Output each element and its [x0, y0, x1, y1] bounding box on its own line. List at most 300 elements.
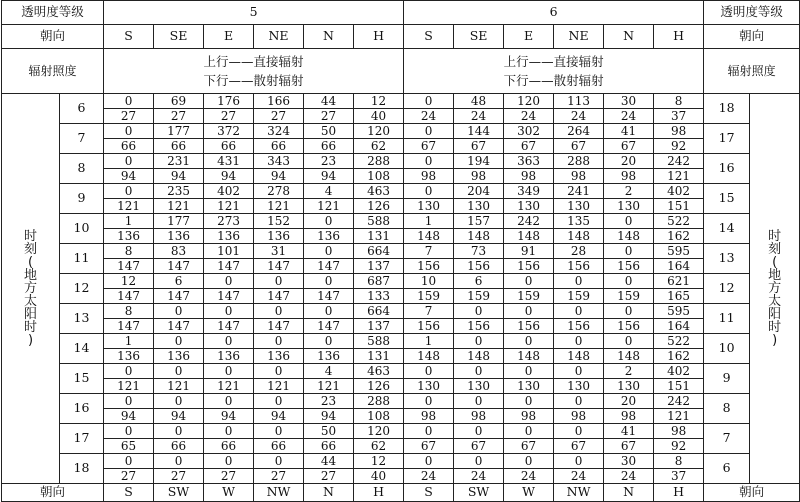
direct-value: 0 — [504, 424, 554, 439]
hour-cell-right: 12 — [704, 274, 750, 304]
orientation-header-row — [2, 25, 800, 49]
direct-value: 44 — [304, 454, 354, 469]
direct-value: 0 — [404, 454, 454, 469]
direct-row — [2, 334, 800, 349]
direction-header: H — [654, 25, 704, 49]
direct-value: 101 — [204, 244, 254, 259]
diffuse-value: 136 — [104, 349, 154, 364]
diffuse-value: 27 — [154, 469, 204, 484]
direct-value: 0 — [604, 274, 654, 289]
direction-header: S — [104, 25, 154, 49]
direction-footer: H — [654, 484, 704, 502]
direct-value: 10 — [404, 274, 454, 289]
hour-cell: 11 — [60, 244, 104, 274]
direct-value: 1 — [404, 214, 454, 229]
direct-value: 1 — [404, 334, 454, 349]
diffuse-value: 131 — [354, 229, 404, 244]
direction-footer: NW — [554, 484, 604, 502]
diffuse-value: 27 — [204, 109, 254, 124]
direct-row — [2, 214, 800, 229]
diffuse-value: 94 — [304, 169, 354, 184]
hour-cell-right: 15 — [704, 184, 750, 214]
diffuse-value: 67 — [454, 439, 504, 454]
direct-value: 0 — [504, 304, 554, 319]
direct-value: 12 — [104, 274, 154, 289]
diffuse-value: 148 — [504, 349, 554, 364]
time-label-char: ( — [772, 255, 778, 270]
diffuse-value: 136 — [304, 349, 354, 364]
diffuse-value: 156 — [454, 319, 504, 334]
hour-cell: 15 — [60, 364, 104, 394]
direct-value: 0 — [154, 394, 204, 409]
diffuse-value: 126 — [354, 379, 404, 394]
direct-value: 687 — [354, 274, 404, 289]
direct-value: 288 — [354, 394, 404, 409]
direct-value: 73 — [454, 244, 504, 259]
time-label-char: 阳 — [23, 307, 37, 322]
diffuse-value: 62 — [354, 139, 404, 154]
direct-value: 0 — [254, 334, 304, 349]
direction-footer: S — [404, 484, 454, 502]
hour-cell: 6 — [60, 94, 104, 124]
diffuse-value: 121 — [104, 199, 154, 214]
direct-value: 0 — [154, 424, 204, 439]
direct-value: 0 — [104, 124, 154, 139]
diffuse-value: 27 — [104, 109, 154, 124]
direct-value: 0 — [104, 454, 154, 469]
diffuse-value: 66 — [304, 139, 354, 154]
direct-value: 30 — [604, 94, 654, 109]
diffuse-row — [2, 349, 800, 364]
direct-value: 12 — [354, 94, 404, 109]
direct-value: 0 — [104, 424, 154, 439]
direct-value: 0 — [404, 184, 454, 199]
direction-footer: NW — [254, 484, 304, 502]
direct-value: 0 — [204, 364, 254, 379]
orientation-label-right: 朝向 — [704, 25, 800, 49]
direct-value: 120 — [504, 94, 554, 109]
diffuse-value: 121 — [654, 409, 704, 424]
diffuse-value: 156 — [404, 319, 454, 334]
direct-value: 6 — [454, 274, 504, 289]
direct-value: 302 — [504, 124, 554, 139]
hour-cell: 7 — [60, 124, 104, 154]
direct-value: 0 — [454, 424, 504, 439]
diffuse-value: 40 — [354, 469, 404, 484]
grade-label-left: 透明度等级 — [2, 1, 104, 25]
grade-label-right: 透明度等级 — [704, 1, 800, 25]
diffuse-value: 133 — [354, 289, 404, 304]
diffuse-value: 147 — [104, 259, 154, 274]
direct-value: 595 — [654, 304, 704, 319]
direct-value: 0 — [554, 424, 604, 439]
legend-grade-6 — [404, 49, 704, 94]
direction-header: SE — [154, 25, 204, 49]
direct-value: 0 — [454, 454, 504, 469]
diffuse-value: 130 — [554, 379, 604, 394]
diffuse-value: 147 — [304, 319, 354, 334]
direct-value: 0 — [504, 394, 554, 409]
direct-value: 0 — [604, 304, 654, 319]
diffuse-value: 136 — [104, 229, 154, 244]
direct-value: 0 — [204, 304, 254, 319]
direct-value: 0 — [554, 394, 604, 409]
direct-value: 588 — [354, 214, 404, 229]
hour-cell-right: 18 — [704, 94, 750, 124]
time-label-char: 时 — [23, 229, 37, 244]
time-label-char: 太 — [23, 294, 37, 309]
diffuse-value: 66 — [154, 139, 204, 154]
orientation-label-left: 朝向 — [2, 25, 104, 49]
direct-value: 343 — [254, 154, 304, 169]
direction-header: NE — [554, 25, 604, 49]
diffuse-value: 159 — [454, 289, 504, 304]
legend-diffuse: 下行——散射辐射 — [203, 73, 304, 88]
irradiance-legend-row — [2, 49, 800, 94]
direct-value: 463 — [354, 184, 404, 199]
diffuse-row — [2, 139, 800, 154]
diffuse-value: 147 — [304, 289, 354, 304]
diffuse-value: 24 — [454, 469, 504, 484]
direct-value: 231 — [154, 154, 204, 169]
direct-value: 177 — [154, 214, 204, 229]
direct-value: 7 — [404, 304, 454, 319]
legend-diffuse: 下行——散射辐射 — [503, 73, 604, 88]
hour-cell-right: 9 — [704, 364, 750, 394]
diffuse-value: 66 — [104, 139, 154, 154]
direct-value: 8 — [654, 94, 704, 109]
direct-value: 522 — [654, 214, 704, 229]
diffuse-value: 130 — [404, 379, 454, 394]
direct-value: 120 — [354, 424, 404, 439]
diffuse-value: 151 — [654, 199, 704, 214]
direct-value: 194 — [454, 154, 504, 169]
direct-value: 0 — [404, 394, 454, 409]
direct-value: 402 — [204, 184, 254, 199]
direct-row — [2, 394, 800, 409]
diffuse-value: 94 — [304, 409, 354, 424]
diffuse-value: 156 — [454, 259, 504, 274]
direct-value: 522 — [654, 334, 704, 349]
direct-value: 273 — [204, 214, 254, 229]
direct-value: 0 — [254, 454, 304, 469]
diffuse-value: 66 — [204, 439, 254, 454]
direct-value: 176 — [204, 94, 254, 109]
direct-value: 463 — [354, 364, 404, 379]
direct-value: 135 — [554, 214, 604, 229]
direct-value: 0 — [104, 154, 154, 169]
direct-value: 402 — [654, 364, 704, 379]
direction-header: N — [604, 25, 654, 49]
direct-value: 0 — [504, 334, 554, 349]
diffuse-value: 130 — [504, 379, 554, 394]
diffuse-value: 24 — [604, 109, 654, 124]
direct-value: 0 — [404, 94, 454, 109]
direct-value: 0 — [304, 214, 354, 229]
diffuse-value: 147 — [254, 319, 304, 334]
direct-value: 12 — [354, 454, 404, 469]
diffuse-value: 121 — [204, 379, 254, 394]
diffuse-value: 165 — [654, 289, 704, 304]
diffuse-value: 121 — [154, 379, 204, 394]
diffuse-value: 159 — [604, 289, 654, 304]
direct-value: 0 — [304, 334, 354, 349]
time-label-char: ) — [27, 333, 34, 348]
diffuse-value: 136 — [254, 229, 304, 244]
diffuse-value: 67 — [504, 439, 554, 454]
diffuse-value: 24 — [404, 109, 454, 124]
time-label-char: 时 — [23, 320, 37, 335]
diffuse-value: 162 — [654, 349, 704, 364]
diffuse-value: 98 — [404, 169, 454, 184]
diffuse-value: 148 — [504, 229, 554, 244]
diffuse-value: 147 — [254, 259, 304, 274]
diffuse-value: 121 — [104, 379, 154, 394]
hour-cell: 10 — [60, 214, 104, 244]
diffuse-value: 147 — [154, 289, 204, 304]
diffuse-value: 94 — [154, 169, 204, 184]
direct-value: 41 — [604, 124, 654, 139]
direct-value: 166 — [254, 94, 304, 109]
diffuse-value: 24 — [554, 469, 604, 484]
direct-value: 588 — [354, 334, 404, 349]
diffuse-row — [2, 409, 800, 424]
direct-value: 0 — [104, 364, 154, 379]
time-axis-label-left — [2, 94, 60, 484]
diffuse-row — [2, 109, 800, 124]
hour-cell: 13 — [60, 304, 104, 334]
hour-cell-right: 8 — [704, 394, 750, 424]
direct-value: 0 — [254, 394, 304, 409]
direct-value: 48 — [454, 94, 504, 109]
time-label-char: 地 — [23, 268, 37, 283]
diffuse-row — [2, 289, 800, 304]
irradiance-label-right: 辐射照度 — [704, 49, 800, 94]
diffuse-value: 156 — [504, 259, 554, 274]
direct-value: 0 — [204, 274, 254, 289]
diffuse-value: 136 — [254, 349, 304, 364]
hour-cell-right: 10 — [704, 334, 750, 364]
hour-cell-right: 17 — [704, 124, 750, 154]
diffuse-value: 148 — [454, 229, 504, 244]
direct-value: 324 — [254, 124, 304, 139]
direct-value: 23 — [304, 154, 354, 169]
diffuse-value: 156 — [604, 319, 654, 334]
diffuse-value: 148 — [404, 229, 454, 244]
diffuse-value: 94 — [104, 169, 154, 184]
orientation-footer-row — [2, 484, 800, 502]
direct-value: 152 — [254, 214, 304, 229]
direction-footer: SW — [454, 484, 504, 502]
diffuse-value: 148 — [454, 349, 504, 364]
orientation-label-bottom-right: 朝向 — [704, 484, 800, 502]
direct-value: 144 — [454, 124, 504, 139]
direct-value: 4 — [304, 184, 354, 199]
diffuse-value: 65 — [104, 439, 154, 454]
direct-value: 44 — [304, 94, 354, 109]
direct-row — [2, 184, 800, 199]
diffuse-value: 24 — [454, 109, 504, 124]
grade-header-row — [2, 1, 800, 25]
direct-value: 235 — [154, 184, 204, 199]
diffuse-value: 136 — [154, 229, 204, 244]
irradiance-label-left: 辐射照度 — [2, 49, 104, 94]
diffuse-value: 67 — [404, 139, 454, 154]
diffuse-value: 131 — [354, 349, 404, 364]
direct-value: 20 — [604, 394, 654, 409]
diffuse-value: 66 — [304, 439, 354, 454]
direct-row — [2, 424, 800, 439]
direct-value: 83 — [154, 244, 204, 259]
direct-value: 278 — [254, 184, 304, 199]
direct-row — [2, 304, 800, 319]
legend-direct: 上行——直接辐射 — [503, 54, 604, 69]
hour-cell-right: 7 — [704, 424, 750, 454]
diffuse-value: 27 — [304, 109, 354, 124]
direction-footer: N — [604, 484, 654, 502]
time-label-char: 太 — [768, 294, 782, 309]
diffuse-value: 147 — [104, 319, 154, 334]
time-label-char: 地 — [768, 268, 782, 283]
direction-header: E — [504, 25, 554, 49]
diffuse-value: 148 — [554, 229, 604, 244]
direct-value: 0 — [404, 154, 454, 169]
time-label-char: 时 — [768, 229, 782, 244]
direct-value: 242 — [654, 394, 704, 409]
diffuse-value: 98 — [454, 169, 504, 184]
diffuse-value: 98 — [404, 409, 454, 424]
direct-value: 0 — [604, 334, 654, 349]
direct-value: 157 — [454, 214, 504, 229]
diffuse-value: 147 — [104, 289, 154, 304]
hour-cell: 14 — [60, 334, 104, 364]
direct-value: 0 — [104, 94, 154, 109]
diffuse-value: 130 — [404, 199, 454, 214]
diffuse-value: 24 — [504, 109, 554, 124]
direct-value: 0 — [254, 304, 304, 319]
direction-footer: W — [504, 484, 554, 502]
diffuse-value: 159 — [504, 289, 554, 304]
direct-value: 595 — [654, 244, 704, 259]
diffuse-value: 130 — [604, 379, 654, 394]
direct-row — [2, 154, 800, 169]
diffuse-value: 98 — [604, 169, 654, 184]
direct-value: 31 — [254, 244, 304, 259]
direct-value: 30 — [604, 454, 654, 469]
time-label-char: ) — [772, 333, 778, 348]
diffuse-value: 137 — [354, 259, 404, 274]
time-axis-label-right — [750, 94, 800, 484]
diffuse-value: 92 — [654, 439, 704, 454]
direct-value: 0 — [404, 124, 454, 139]
direct-value: 4 — [304, 364, 354, 379]
diffuse-value: 94 — [154, 409, 204, 424]
diffuse-value: 94 — [254, 409, 304, 424]
hour-cell-right: 13 — [704, 244, 750, 274]
diffuse-value: 156 — [604, 259, 654, 274]
diffuse-value: 98 — [454, 409, 504, 424]
diffuse-value: 130 — [554, 199, 604, 214]
direction-footer: H — [354, 484, 404, 502]
diffuse-value: 98 — [504, 169, 554, 184]
diffuse-value: 130 — [454, 379, 504, 394]
diffuse-value: 147 — [254, 289, 304, 304]
direct-value: 0 — [154, 334, 204, 349]
direct-value: 50 — [304, 124, 354, 139]
diffuse-value: 27 — [254, 469, 304, 484]
hour-cell-right: 6 — [704, 454, 750, 484]
diffuse-value: 156 — [554, 259, 604, 274]
direct-value: 0 — [254, 274, 304, 289]
direct-value: 113 — [554, 94, 604, 109]
direct-value: 0 — [154, 304, 204, 319]
diffuse-row — [2, 469, 800, 484]
diffuse-value: 67 — [554, 139, 604, 154]
diffuse-value: 24 — [604, 469, 654, 484]
diffuse-value: 162 — [654, 229, 704, 244]
solar-radiation-table — [1, 0, 800, 502]
direct-value: 0 — [504, 274, 554, 289]
hour-cell: 12 — [60, 274, 104, 304]
time-label-char: 刻 — [23, 242, 37, 257]
diffuse-row — [2, 379, 800, 394]
diffuse-value: 66 — [254, 139, 304, 154]
diffuse-value: 130 — [604, 199, 654, 214]
direct-value: 1 — [104, 334, 154, 349]
direct-value: 363 — [504, 154, 554, 169]
direction-header: N — [304, 25, 354, 49]
diffuse-row — [2, 229, 800, 244]
diffuse-value: 94 — [254, 169, 304, 184]
direct-value: 664 — [354, 244, 404, 259]
direct-value: 0 — [504, 454, 554, 469]
direct-value: 98 — [654, 424, 704, 439]
diffuse-value: 66 — [154, 439, 204, 454]
direct-value: 0 — [404, 424, 454, 439]
diffuse-value: 121 — [154, 199, 204, 214]
diffuse-value: 24 — [504, 469, 554, 484]
diffuse-value: 121 — [254, 379, 304, 394]
diffuse-value: 62 — [354, 439, 404, 454]
diffuse-value: 136 — [304, 229, 354, 244]
diffuse-value: 108 — [354, 409, 404, 424]
direct-value: 0 — [204, 394, 254, 409]
diffuse-row — [2, 199, 800, 214]
diffuse-row — [2, 439, 800, 454]
diffuse-value: 67 — [604, 439, 654, 454]
diffuse-value: 24 — [404, 469, 454, 484]
direct-value: 0 — [104, 184, 154, 199]
direction-footer: SW — [154, 484, 204, 502]
diffuse-row — [2, 319, 800, 334]
direct-value: 23 — [304, 394, 354, 409]
hour-cell-right: 16 — [704, 154, 750, 184]
diffuse-value: 147 — [204, 319, 254, 334]
diffuse-value: 66 — [204, 139, 254, 154]
direct-value: 2 — [604, 184, 654, 199]
diffuse-value: 27 — [204, 469, 254, 484]
direction-header: E — [204, 25, 254, 49]
diffuse-value: 159 — [404, 289, 454, 304]
direct-value: 242 — [654, 154, 704, 169]
legend-grade-5 — [104, 49, 404, 94]
orientation-label-bottom-left: 朝向 — [2, 484, 104, 502]
diffuse-value: 130 — [504, 199, 554, 214]
diffuse-value: 147 — [304, 259, 354, 274]
diffuse-value: 94 — [204, 409, 254, 424]
grade-value-5: 5 — [104, 1, 404, 25]
direct-value: 0 — [604, 244, 654, 259]
